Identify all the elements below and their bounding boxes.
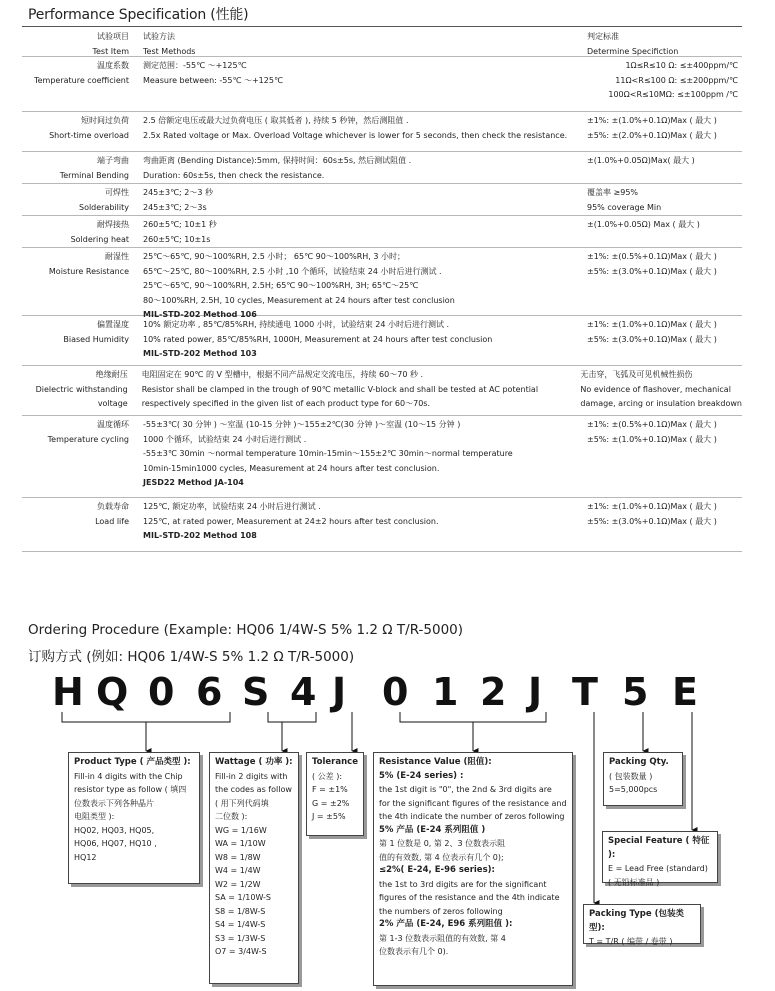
packing-qty-box-line: ( 包装数量 ) (609, 771, 653, 781)
determine-spec-text: ±5%: ±(3.0%+0.1Ω)Max ( 最大 ) (587, 334, 717, 344)
test-method-text: 1000 个循环，试验结束 24 小时后进行测试 . (143, 434, 307, 444)
determine-spec-text: 1Ω≤R≤10 Ω: ≤±400ppm/℃ (625, 61, 738, 70)
wattage-box-line: WG = 1/16W (215, 825, 267, 835)
wattage-box-line: W4 = 1/4W (215, 866, 261, 875)
wattage-box-line: SA = 1/10W-S (215, 893, 272, 902)
special-feature-box-line: ( 无铅标准品 ) (608, 877, 660, 887)
code-char: 0 (382, 670, 409, 714)
determine-spec-text: ±1%: ±(1.0%+0.1Ω)Max ( 最大 ) (587, 320, 717, 329)
determine-spec-text: ±1%: ±(1.0%+0.1Ω)Max ( 最大 ) (587, 116, 717, 125)
determine-spec-text: ±1%: ±(1.0%+0.1Ω)Max ( 最大 ) (587, 502, 717, 511)
resistance-value-box-line: 位数表示有几个 0). (379, 947, 449, 956)
test-item-text: 温度循环 (97, 420, 129, 429)
product-type-box-heading: Product Type ( 产品类型 ): (74, 757, 191, 767)
code-char: T (572, 670, 598, 714)
test-method-standard: JESD22 Method JA-104 (143, 478, 244, 487)
product-type-box-line: resistor type as follow ( 填四 (74, 785, 187, 794)
tolerance-box-line: J = ±5% (312, 812, 346, 821)
resistance-value-box-heading: Resistance Value (阻值): (379, 757, 492, 767)
test-method-text: 260±5℃; 10±1 秒 (143, 220, 217, 229)
special-feature-box (602, 831, 718, 887)
test-method-text: Duration: 60s±5s, then check the resistance. (143, 170, 325, 180)
tolerance-box-line: G = ±2% (312, 798, 350, 808)
wattage-box-heading: Wattage ( 功率 ): (215, 757, 293, 767)
code-char: J (332, 670, 347, 714)
product-type-box-line: HQ02, HQ03, HQ05, (74, 825, 155, 835)
packing-type-box-line: T = T/R ( 编带 / 卷带 ) (589, 937, 673, 946)
resistance-value-box-line: 2% 产品 (E-24, E96 系列阻值 ): (379, 919, 513, 929)
resistance-value-box-line: figures of the resistance and the 4th indicate (379, 893, 560, 902)
test-item-text: 耐湿性 (105, 252, 129, 261)
test-item-text: Short-time overload (49, 130, 129, 140)
special-feature-box-line: E = Lead Free (standard) (608, 864, 708, 873)
test-item-text: 偏置湿度 (97, 320, 129, 329)
test-item-text: Temperature coefficient (34, 75, 129, 85)
test-method-text: 2.5x Rated voltage or Max. Overload Voltage whichever is lower for 5 seconds, then check the resistance. (143, 130, 568, 140)
test-method-text: 245±3℃; 2～3s (143, 202, 207, 212)
code-char: Q (96, 670, 129, 714)
test-method-text: -55±3℃( 30 分钟 ) ～室温 (10-15 分钟 )～155±2℃(30 分钟 )～室温 (10～15 分钟 ) (143, 420, 461, 429)
test-method-text: 10% 额定功率 , 85℃/85%RH, 持续通电 1000 小时，试验结束 24 小时后进行测试 . (143, 320, 450, 329)
determine-spec-text: damage, arcing or insulation breakdown (580, 399, 742, 408)
test-item-text: Dielectric withstanding (35, 384, 128, 394)
determine-spec-text: 11Ω<R≤100 Ω: ≤±200ppm/℃ (615, 75, 738, 85)
test-method-text: 测定范围：-55℃ ～+125℃ (143, 61, 247, 70)
wattage-box-line: ( 用下列代码填 (215, 798, 269, 808)
determine-spec-text: 覆盖率 ≥95% (587, 188, 639, 197)
wattage-box-line: Fill-in 2 digits with (215, 771, 288, 781)
test-item-text: 耐焊接热 (97, 220, 129, 229)
test-method-text: 10% rated power, 85℃/85%RH, 1000H, Measurement at 24 hours after test conclusion (143, 334, 493, 344)
resistance-value-box-line: 5% (E-24 series) : (379, 770, 464, 781)
ordering-title-en: Ordering Procedure (Example: HQ06 1/4W-S 5% 1.2 Ω T/R-5000) (28, 622, 464, 638)
code-char: 0 (148, 670, 175, 714)
determine-spec-text: Determine Specifiction (587, 46, 679, 56)
code-char: S (242, 670, 270, 714)
code-char: 6 (196, 670, 223, 714)
determine-spec-text: ±5%: ±(3.0%+0.1Ω)Max ( 最大 ) (587, 266, 717, 276)
wattage-box-line: S4 = 1/4W-S (215, 920, 266, 929)
packing-qty-box-heading: Packing Qty. (609, 757, 669, 767)
product-type-box-line: HQ12 (74, 852, 97, 862)
resistance-value-box-line: ≤2%( E-24, E-96 series): (379, 865, 495, 875)
resistance-value-box-line: the numbers of zeros following (379, 906, 503, 916)
resistance-value-box-line: 5% 产品 (E-24 系列阻值 ) (379, 824, 486, 835)
test-method-text: 65℃～25℃, 80～100%RH, 2.5 小时 ,10 个循环，试验结束 24 小时后进行测试 . (143, 266, 442, 276)
resistance-value-box-line: the 1st to 3rd digits are for the significant (379, 879, 547, 889)
tolerance-box-line: F = ±1% (312, 785, 348, 794)
test-item-text: Biased Humidity (63, 334, 129, 344)
bracket-product (62, 712, 230, 722)
tolerance-box-line: ( 公差 ): (312, 771, 343, 781)
determine-spec-text: 100Ω<R≤10MΩ: ≤±100ppm /℃ (608, 90, 738, 99)
determine-spec-text: ±5%: ±(1.0%+0.1Ω)Max ( 最大 ) (587, 434, 717, 444)
test-method-text: 125℃, at rated power, Measurement at 24±2 hours after test conclusion. (143, 516, 439, 526)
test-item-text: Terminal Bending (59, 170, 129, 180)
product-type-box (68, 752, 200, 884)
test-item-text: 端子弯曲 (97, 156, 129, 165)
determine-spec-text: ±5%: ±(3.0%+0.1Ω)Max ( 最大 ) (587, 516, 717, 526)
code-char: E (672, 670, 698, 714)
special-feature-box-heading: Special Feature ( 特征 ): (608, 836, 710, 860)
packing-qty-box (603, 752, 683, 806)
code-char: 4 (290, 670, 317, 714)
determine-spec-text: ±1%: ±(0.5%+0.1Ω)Max ( 最大 ) (587, 420, 717, 429)
resistance-value-box-line: for the significant figures of the resistance and (379, 798, 567, 808)
test-method-text: Resistor shall be clamped in the trough of 90℃ metallic V-block and shall be tested at AC potential (141, 384, 539, 394)
bracket-wattage (268, 712, 316, 722)
test-method-text: respectively specified in the given list of each product type for 60～70s. (141, 399, 430, 408)
wattage-box-line: 二位数 ): (215, 812, 248, 821)
code-char: J (528, 670, 543, 714)
test-item-text: 绝缘耐压 (95, 370, 128, 379)
determine-spec-text: 95% coverage Min (587, 202, 662, 212)
test-item-text: Test Item (92, 46, 129, 56)
determine-spec-text: ±5%: ±(2.0%+0.1Ω)Max ( 最大 ) (587, 130, 717, 140)
packing-type-box (583, 904, 701, 944)
test-item-text: Load life (95, 516, 129, 526)
test-item-text: Soldering heat (70, 234, 129, 244)
test-item-text: Moisture Resistance (48, 266, 129, 276)
determine-spec-text: 判定标准 (587, 32, 619, 41)
bracket-resistance (400, 712, 546, 722)
product-type-box-line: Fill-in 4 digits with the Chip (74, 771, 183, 781)
test-method-text: 245±3℃; 2～3 秒 (143, 188, 214, 197)
ordering-title-cn: 订购方式 (例如: HQ06 1/4W-S 5% 1.2 Ω T/R-5000) (28, 649, 355, 665)
test-method-text: -55±3℃ 30min ～normal temperature 10min-15min～155±2℃ 30min～normal temperature (143, 449, 513, 458)
resistance-value-box-line: 第 1-3 位数表示阻值的有效数, 第 4 (379, 933, 506, 943)
test-method-text: 弯曲距离 (Bending Distance):5mm, 保持时间：60s±5s, 然后测试阻值 . (143, 156, 412, 165)
code-char: 5 (622, 670, 649, 714)
determine-spec-text: ±(1.0%+0.05Ω) Max ( 最大 ) (587, 220, 700, 229)
test-method-standard: MIL-STD-202 Method 106 (143, 310, 257, 319)
resistance-value-box-line: the 4th indicate the number of zeros following (379, 812, 565, 821)
wattage-box-line: the codes as follow (215, 785, 292, 794)
code-char: H (52, 670, 84, 714)
test-method-text: Test Methods (143, 46, 196, 56)
product-type-box-line: 电阻类型 ): (74, 812, 115, 821)
test-method-text: Measure between: -55℃ ～+125℃ (143, 75, 283, 85)
test-item-text: 温度系数 (97, 61, 129, 70)
test-method-text: 10min-15min1000 cycles, Measurement at 24 hours after test conclusion. (143, 463, 440, 473)
product-type-box-line: 位数表示下列各种晶片 (74, 798, 154, 808)
wattage-box-line: S3 = 1/3W-S (215, 933, 266, 943)
wattage-box-line: W2 = 1/2W (215, 879, 261, 889)
test-item-text: 负载寿命 (97, 502, 129, 511)
resistance-value-box (373, 752, 573, 986)
resistance-value-box-line: the 1st digit is "0", the 2nd & 3rd digits are (379, 785, 552, 794)
packing-qty-box-line: 5=5,000pcs (609, 785, 658, 794)
tolerance-box-heading: Tolerance (312, 757, 358, 767)
test-method-text: 试验方法 (143, 32, 175, 41)
test-method-standard: MIL-STD-202 Method 103 (143, 349, 257, 358)
packing-type-box-heading: Packing Type (包装类型): (589, 909, 684, 933)
test-method-text: 25℃～65℃, 90～100%RH, 2.5 小时； 65℃ 90～100%RH, 3 小时； (143, 252, 405, 261)
wattage-box-line: O7 = 3/4W-S (215, 947, 267, 956)
code-char: 2 (480, 670, 507, 714)
tolerance-box (306, 752, 364, 836)
test-method-text: 80～100%RH, 2.5H, 10 cycles, Measurement at 24 hours after test conclusion (143, 295, 455, 305)
code-char: 1 (432, 670, 459, 714)
test-method-text: 125℃, 额定功率，试验结束 24 小时后进行测试 . (143, 502, 321, 511)
test-item-text: 短时间过负荷 (81, 116, 129, 125)
test-method-text: 260±5℃; 10±1s (143, 234, 211, 244)
determine-spec-text: No evidence of flashover, mechanical (580, 384, 731, 394)
test-item-text: voltage (97, 399, 128, 408)
page-title: Performance Specification (性能) (28, 7, 249, 23)
test-method-text: 电阻固定在 90℃ 的 V 型槽中，根据不同产品规定交流电压，持续 60～70 秒 . (141, 370, 424, 379)
test-item-text: Temperature cycling (47, 434, 129, 444)
determine-spec-text: ±1%: ±(0.5%+0.1Ω)Max ( 最大 ) (587, 252, 717, 261)
test-item-text: 可焊性 (105, 188, 129, 197)
wattage-box-line: WA = 1/10W (215, 839, 266, 848)
test-method-standard: MIL-STD-202 Method 108 (143, 531, 257, 540)
test-method-text: 2.5 倍额定电压或最大过负荷电压 ( 取其低者 ), 持续 5 秒钟，然后测阻值 . (143, 116, 409, 125)
wattage-box (209, 752, 299, 984)
test-item-text: 试验项目 (97, 32, 129, 41)
test-method-text: 25℃～65℃, 90～100%RH, 2.5H; 65℃ 90～100%RH, 3H; 65℃～25℃ (143, 281, 419, 290)
determine-spec-text: 无击穿，飞弧及可见机械性损伤 (580, 370, 693, 379)
wattage-box-line: S8 = 1/8W-S (215, 906, 266, 916)
wattage-box-line: W8 = 1/8W (215, 852, 261, 862)
test-item-text: Solderability (78, 202, 129, 212)
product-type-box-line: HQ06, HQ07, HQ10 , (74, 839, 157, 848)
resistance-value-box-line: 值的有效数, 第 4 位表示有几个 0); (379, 852, 504, 862)
resistance-value-box-line: 第 1 位数是 0, 第 2、3 位数表示阻 (379, 839, 506, 848)
determine-spec-text: ±(1.0%+0.05Ω)Max( 最大 ) (587, 156, 695, 165)
